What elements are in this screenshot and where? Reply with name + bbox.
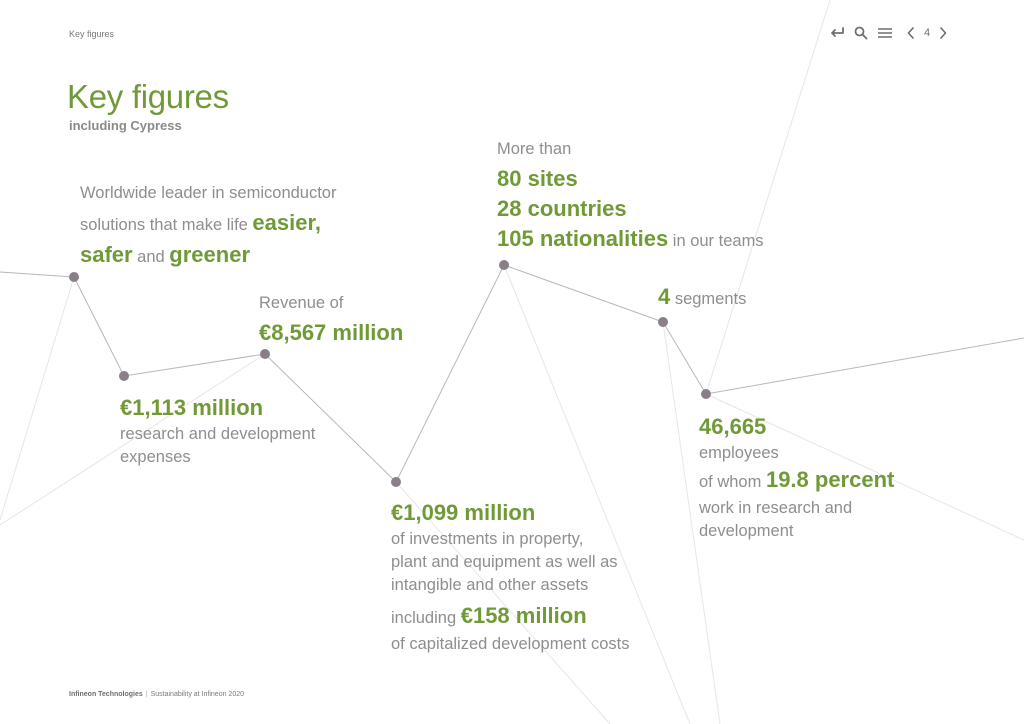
rnd-value: €1,113 million: [120, 395, 264, 420]
sites-value: 80 sites: [497, 166, 578, 191]
page-subtitle: including Cypress: [69, 118, 182, 133]
search-icon[interactable]: [850, 22, 872, 44]
leader-greener: greener: [169, 242, 251, 267]
employees-percent-line: [699, 465, 959, 497]
nationalities-line: [497, 224, 817, 256]
leader-line2: [80, 208, 400, 240]
leader-line1: Worldwide leader in semiconductor: [80, 184, 337, 202]
footer-report: Sustainability at Infineon 2020: [150, 691, 244, 698]
employees-label: employees: [699, 444, 779, 462]
employees-block: [699, 412, 959, 543]
countries-value: 28 countries: [497, 196, 627, 221]
investments-line1: of investments in property,: [391, 530, 584, 548]
page-number: 4: [924, 27, 931, 39]
path-segment: [504, 265, 663, 322]
leader-line2-text: solutions that make life: [80, 216, 253, 234]
employees-of-whom: of whom: [699, 473, 766, 491]
segments-label: segments: [670, 290, 747, 308]
node-investments: [391, 477, 401, 487]
rnd-block: [120, 393, 380, 469]
nationalities-suffix: in our teams: [668, 232, 764, 250]
page-navigation: [826, 22, 950, 44]
menu-icon[interactable]: [874, 22, 896, 44]
investments-cap-value: €158 million: [460, 603, 587, 628]
leader-line3: [80, 240, 400, 272]
segments-line: [658, 282, 858, 314]
node-revenue: [260, 349, 270, 359]
investments-line2: plant and equipment as well as: [391, 553, 618, 571]
leader-and: and: [132, 248, 170, 266]
node-rnd: [119, 371, 129, 381]
back-icon[interactable]: [826, 22, 848, 44]
node-leader: [69, 272, 79, 282]
footer: [69, 691, 244, 698]
footer-separator: |: [145, 691, 148, 698]
investments-line4: of capitalized development costs: [391, 635, 630, 653]
revenue-label: Revenue of: [259, 294, 344, 312]
node-segments: [658, 317, 668, 327]
chevron-left-icon[interactable]: [904, 22, 918, 44]
node-sites: [499, 260, 509, 270]
nationalities-value: 105 nationalities: [497, 226, 669, 251]
path-segment: [663, 322, 706, 394]
investments-line3: intangible and other assets: [391, 576, 589, 594]
leader-safer: safer: [80, 242, 133, 267]
section-label: Key figures: [69, 29, 115, 39]
sites-prefix: More than: [497, 140, 572, 158]
segments-value: 4: [658, 284, 671, 309]
investments-value: €1,099 million: [391, 500, 536, 525]
investments-including-line: [391, 601, 691, 633]
footer-company: Infineon Technologies: [69, 691, 143, 698]
investments-block: [391, 498, 691, 656]
path-segment: [706, 338, 1024, 394]
employees-line2: development: [699, 522, 794, 540]
revenue-block: [259, 288, 479, 348]
path-segment: [0, 272, 74, 277]
sites-block: [497, 134, 817, 256]
node-employees: [701, 389, 711, 399]
revenue-value: €8,567 million: [259, 320, 404, 345]
path-segment: [74, 277, 124, 376]
employees-line1: work in research and: [699, 499, 853, 517]
path-segment: [124, 354, 265, 376]
employees-value: 46,665: [699, 414, 767, 439]
employees-percent: 19.8 percent: [765, 467, 895, 492]
chevron-right-icon[interactable]: [936, 22, 950, 44]
page-title: Key figures: [67, 78, 229, 115]
rnd-line1: research and development: [120, 425, 316, 443]
segments-block: [658, 282, 858, 314]
leader-easier: easier,: [252, 210, 321, 235]
bg-line: [0, 277, 74, 520]
rnd-line2: expenses: [120, 448, 191, 466]
investments-including: including: [391, 609, 461, 627]
leader-block: [80, 178, 400, 272]
